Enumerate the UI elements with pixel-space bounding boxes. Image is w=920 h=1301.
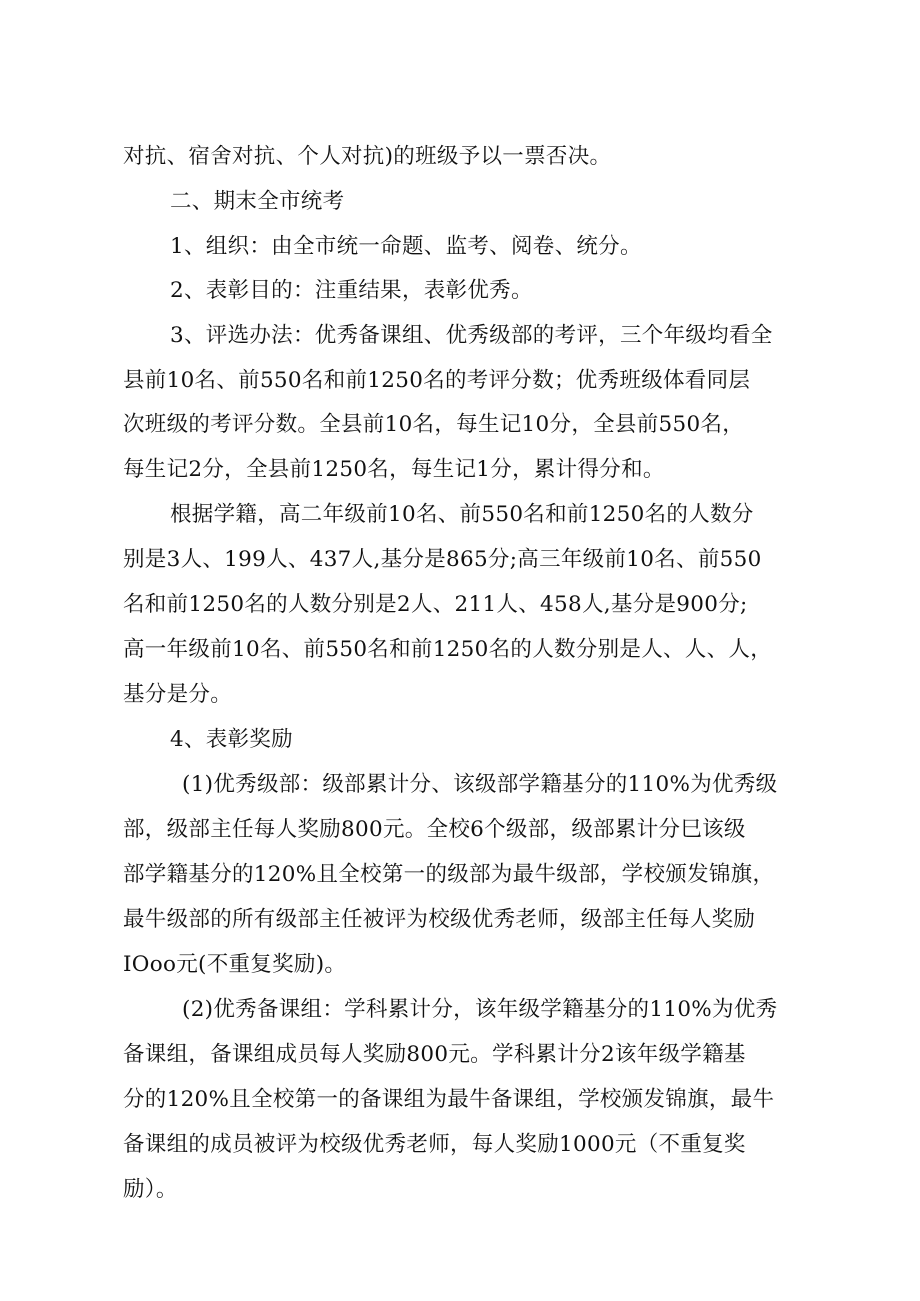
text-line: 励）。 (123, 1177, 178, 1202)
text-line: 每生记2分，全县前1250名，每生记1分，累计得分和。 (123, 457, 665, 482)
text-line: 次班级的考评分数。全县前10名，每生记10分，全县前550名， (123, 412, 745, 437)
text-line: 别是3人、199人、437人,基分是865分;高三年级前10名、前550 (123, 547, 762, 572)
text-line: 对抗、宿舍对抗、个人对抗)的班级予以一票否决。 (123, 144, 612, 169)
text-line: (1)优秀级部：级部累计分、该级部学籍基分的110%为优秀级 (182, 772, 778, 797)
section-heading: 二、期末全市统考 (170, 189, 345, 214)
text-line: 高一年级前10名、前550名和前1250名的人数分别是人、人、人， (123, 637, 773, 662)
text-line: 部，级部主任每人奖励800元。全校6个级部，级部累计分巳该级 (123, 817, 746, 842)
text-line: 2、表彰目的：注重结果，表彰优秀。 (170, 278, 533, 303)
text-line: 基分是分。 (123, 682, 233, 707)
text-line: 备课组的成员被评为校级优秀老师，每人奖励1000元（不重复奖 (123, 1132, 746, 1157)
text-line: (2)优秀备课组：学科累计分，该年级学籍基分的110%为优秀 (182, 997, 778, 1022)
text-line: 3、评选办法：优秀备课组、优秀级部的考评，三个年级均看全 (170, 323, 773, 348)
text-line: 1、组织：由全市统一命题、监考、阅卷、统分。 (170, 234, 642, 259)
text-line: 名和前1250名的人数分别是2人、211人、458人,基分是900分; (123, 592, 748, 617)
text-line: 备课组，备课组成员每人奖励800元。学科累计分2该年级学籍基 (123, 1042, 746, 1067)
text-line: 部学籍基分的120%且全校第一的级部为最牛级部，学校颁发锦旗， (123, 862, 775, 887)
text-line: 最牛级部的所有级部主任被评为校级优秀老师，级部主任每人奖励 (123, 907, 756, 932)
section-heading: 4、表彰奖励 (170, 727, 293, 752)
text-line: 根据学籍，高二年级前10名、前550名和前1250名的人数分 (170, 502, 754, 527)
text-line: IOoo元(不重复奖励)。 (123, 952, 347, 977)
text-line: 县前10名、前550名和前1250名的考评分数；优秀班级体看同层 (123, 368, 751, 393)
text-line: 分的120%且全校第一的备课组为最牛备课组，学校颁发锦旗，最牛 (123, 1087, 775, 1112)
